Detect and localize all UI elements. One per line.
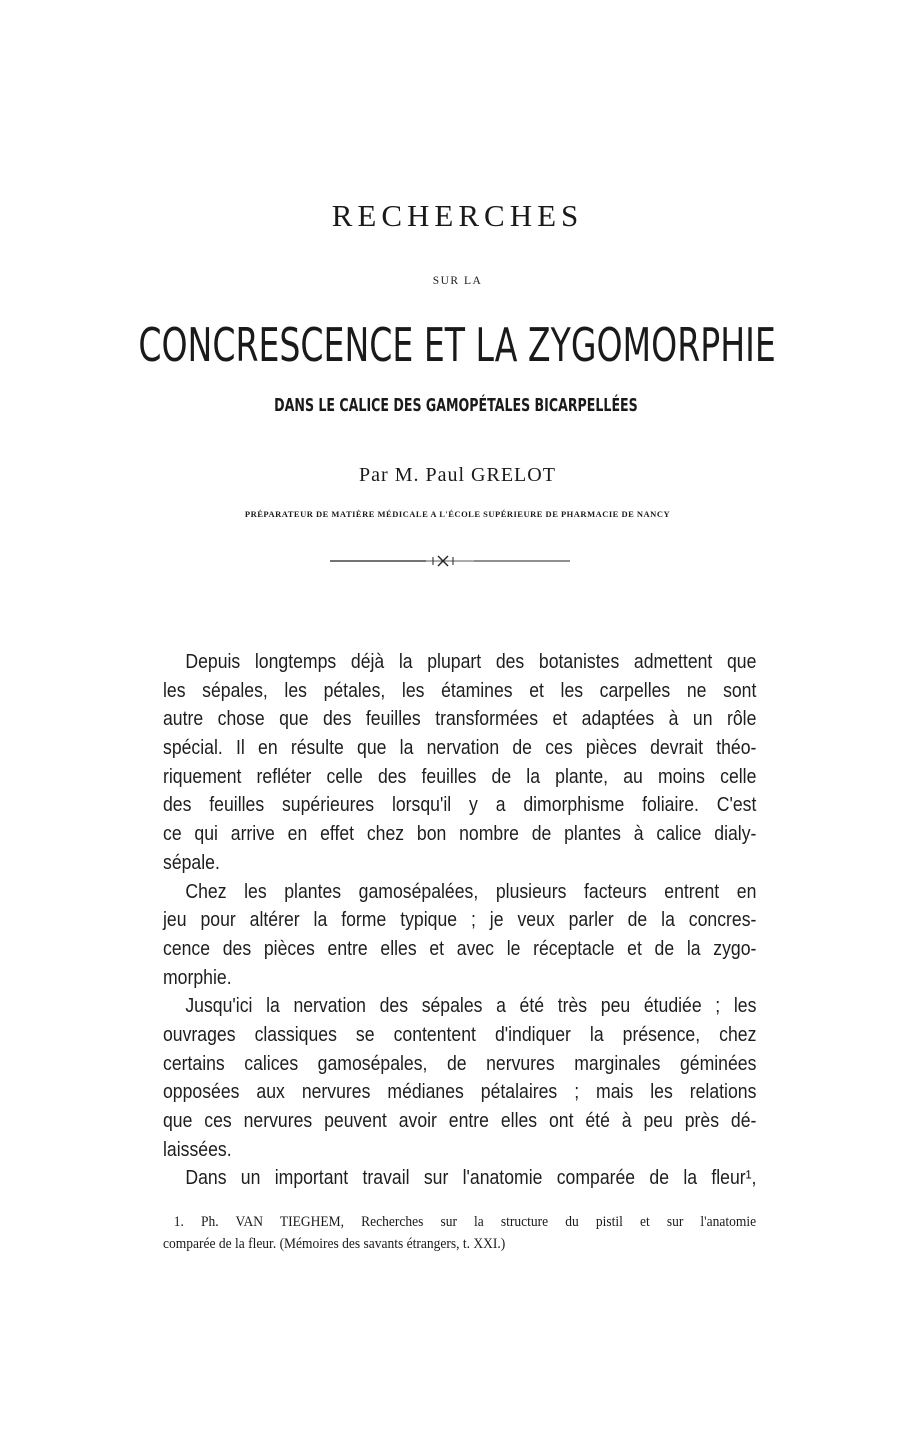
author-line: Par M. Paul GRELOT [359,464,556,486]
author-affiliation: PRÉPARATEUR DE MATIÈRE MÉDICALE A L'ÉCOLE SUPÉRIEURE DE PHARMACIE DE NANCY [244,509,671,519]
body-line: morphie. [163,965,232,989]
title-big: CONCRESCENCE ET LA ZYGOMORPHIE [138,318,776,372]
body-line: Dans un important travail sur l'anatomie comparée de la fleur¹, [185,1166,757,1190]
body-line: jeu pour altérer la forme typique ; je veux parler de la concres- [163,908,757,932]
footnote [163,1211,756,1255]
body-line: opposées aux nervures médianes pétalaires ; mais les relations [163,1080,757,1104]
decorative-rule-icon [330,552,570,568]
body-line: ce qui arrive en effet chez bon nombre de plantes à calice dialy- [163,822,757,846]
footnote-line: comparée de la fleur. (Mémoires des savants étrangers, t. XXI.) [163,1236,506,1252]
body-line: Chez les plantes gamosépalées, plusieurs facteurs entrent en [185,879,757,903]
body-line: Jusqu'ici la nervation des sépales a été très peu étudiée ; les [185,994,757,1018]
body-line: ouvrages classiques se contentent d'indiquer la présence, chez [163,1022,757,1046]
body-line: certains calices gamosépales, de nervures marginales géminées [163,1051,757,1075]
title-main: RECHERCHES [331,198,584,233]
body-line: laissées. [163,1137,232,1161]
body-line: autre chose que des feuilles transformées et adaptées à un rôle [163,707,757,731]
footnote-line: 1. Ph. VAN TIEGHEM, Recherches sur la structure du pistil et sur l'anatomie [173,1214,757,1230]
title-connector: SUR LA [432,275,483,287]
body-line: Depuis longtemps déjà la plupart des botanistes admettent que [185,650,757,673]
body-text [163,648,756,1193]
body-line: cence des pièces entre elles et avec le réceptacle et de la zygo- [163,936,757,960]
body-line: spécial. Il en résulte que la nervation de ces pièces devrait théo- [163,736,757,760]
body-line: les sépales, les pétales, les étamines et les carpelles ne sont [163,678,757,702]
body-line: sépale. [163,850,220,874]
body-line: riquement refléter celle des feuilles de la plante, au moins celle [163,764,757,788]
title-subtitle: DANS LE CALICE DES GAMOPÉTALES BICARPELLÉES [274,396,638,416]
body-line: des feuilles supérieures lorsqu'il y a dimorphisme foliaire. C'est [163,793,757,817]
body-line: que ces nervures peuvent avoir entre elles ont été à peu près dé- [163,1109,757,1132]
